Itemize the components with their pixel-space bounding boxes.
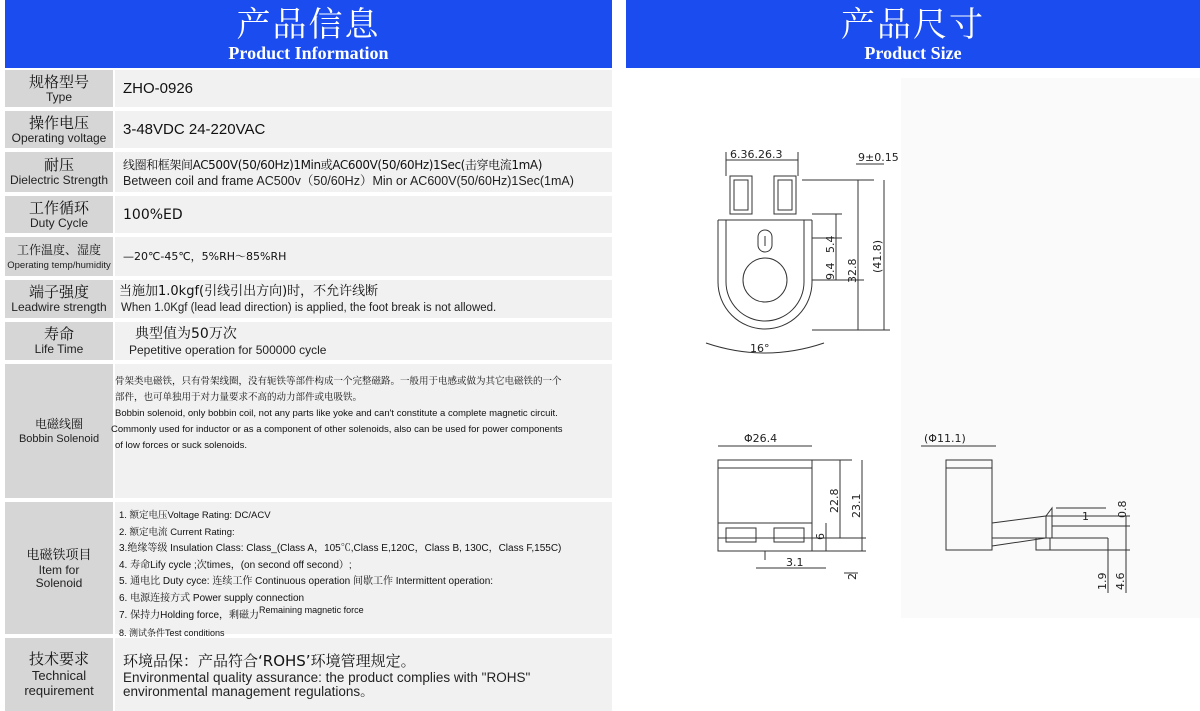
banner-title-en: Product Information <box>228 43 389 63</box>
dim-41-8: (41.8) <box>871 239 884 273</box>
spec-row-voltage <box>5 111 612 150</box>
spec-label: 规格型号 Type <box>5 70 113 107</box>
spec-value: 当施加1.0kgf(引线引出方向)时，不允许线断 When 1.0Kgf (lead lead direction) is applied, the foot break is not allowed. <box>115 280 612 318</box>
dim-1-9: 1.9 <box>1096 572 1109 590</box>
spec-row-temp <box>5 237 612 278</box>
dim-thickness: 9±0.15 <box>858 151 899 164</box>
banner-title-en: Product Size <box>864 43 962 63</box>
spec-value: 典型值为50万次 Pepetitive operation for 500000 cycle <box>115 322 612 360</box>
front-view <box>706 152 890 353</box>
spec-value: 3-48VDC 24-220VAC <box>115 111 612 148</box>
dim-angle: 16° <box>750 342 770 355</box>
product-information-banner <box>5 0 612 68</box>
spec-label: 工作循环 Duty Cycle <box>5 196 113 233</box>
spec-row-life <box>5 322 612 362</box>
banner-title-cn: 产品尺寸 <box>841 5 985 45</box>
dim-2: 2 <box>846 573 859 580</box>
spec-row-dielectric <box>5 152 612 194</box>
spec-label: 技术要求 Technical requirement <box>5 638 113 711</box>
body-view <box>718 446 866 573</box>
dim-diameter: Φ26.4 <box>744 432 778 445</box>
spec-label: 耐压 Dielectric Strength <box>5 152 113 192</box>
spec-label: 操作电压 Operating voltage <box>5 111 113 148</box>
spec-row-tech <box>5 638 612 711</box>
dim-32-8: 32.8 <box>846 258 859 283</box>
dim-3-1: 3.1 <box>786 556 804 569</box>
dim-0-8: 0.8 <box>1116 500 1129 518</box>
product-size-banner <box>626 0 1200 68</box>
spec-label: 电磁铁项目 Item for Solenoid <box>5 502 113 634</box>
dim-23-1: 23.1 <box>850 493 863 518</box>
spec-row-leadwire <box>5 280 612 320</box>
dim-9-4: 9.4 <box>824 262 837 280</box>
spec-value: 骨架类电磁铁，只有骨架线圈，没有轭铁等部件构成一个完整磁路。一般用于电感或做为其它电磁铁的一个 部件，也可单独用于对力量要求不高的动力部件或电吸铁。 Bobbin solenoid, only bobbin coil, not any parts like yoke and can't constitute a complete magnetic circuit. Commonly used for inductor or as a component of other solenoids, also can be used for power components of low forces or suck solenoids. <box>115 364 612 498</box>
spec-value: 环境品保：产品符合‘ROHS’环境管理规定。 Environmental quality assurance: the product complies with "ROHS" environmental management regulations。 <box>115 638 612 711</box>
spec-row-bobbin <box>5 364 612 500</box>
spec-row-duty <box>5 196 612 235</box>
spec-value: 线圈和框架间AC500V(50/60Hz)1Min或AC600V(50/60Hz)1Sec(击穿电流1mA) Between coil and frame AC500v（50/60Hz）Min or AC600V(50/60Hz)1Sec(1mA) <box>115 152 612 192</box>
spec-value: ZHO-0926 <box>115 70 612 107</box>
banner-title-cn: 产品信息 <box>236 5 381 45</box>
spec-value: —20℃-45℃，5%RH～85%RH <box>115 237 612 276</box>
dimension-drawing <box>626 68 1200 711</box>
dim-6: 6 <box>814 533 827 540</box>
spec-value: 1. 额定电压Voltage Rating: DC/ACV 2. 额定电流 Current Rating: 3.绝缘等级 Insulation Class: Class_(Class A，105℃,Class E,120C，Class B, 130C，Class F,155C) 4. 寿命Lify cycle ;次times，(on second off second）; 5. 通电比 Duty cyce: 连续工作 Continuous operation 间歇工作 Intermittent operation: 6. 电源连接方式 Power supply connection 7. 保持力Holding force，剩磁力Remaining magnetic force 8. 测试条件Test conditions <box>115 502 612 634</box>
spec-value: 100%ED <box>115 196 612 233</box>
dim-22-8: 22.8 <box>828 488 841 513</box>
spec-label: 工作温度、湿度 Operating temp/humidity <box>5 237 113 276</box>
spec-label: 寿命 Life Time <box>5 322 113 360</box>
dim-5-4: 5.4 <box>824 235 837 253</box>
spec-label: 电磁线圈 Bobbin Solenoid <box>5 364 113 498</box>
dim-4-6: 4.6 <box>1114 572 1127 590</box>
dim-side-diameter: (Φ11.1) <box>924 432 966 445</box>
dim-top-width: 6.36.26.3 <box>730 148 783 161</box>
spec-row-type <box>5 70 612 109</box>
spec-row-items <box>5 502 612 636</box>
spec-label: 端子强度 Leadwire strength <box>5 280 113 318</box>
dim-1: 1 <box>1082 510 1089 523</box>
